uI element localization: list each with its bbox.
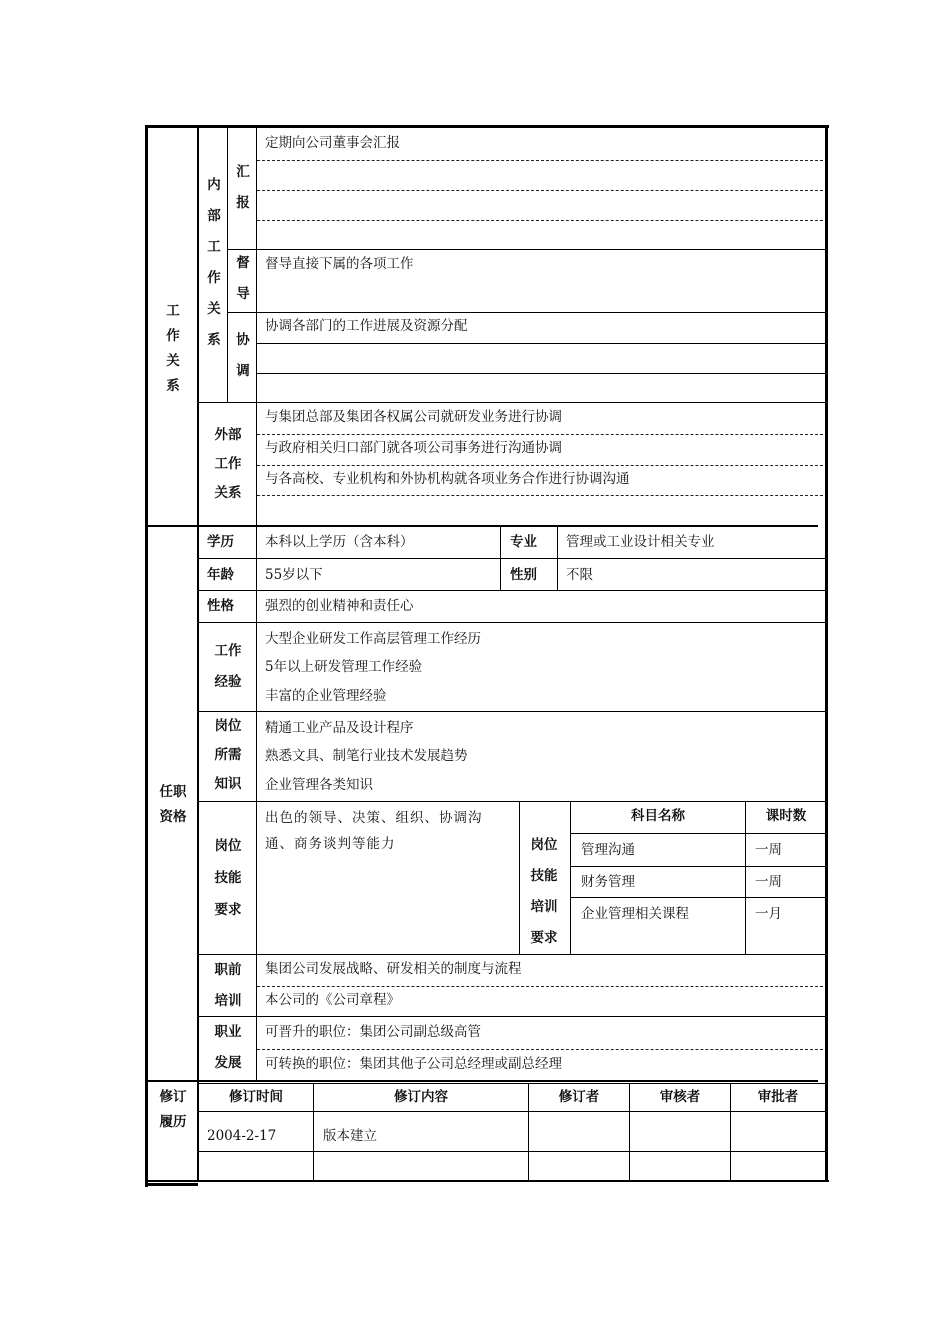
row-knowledge-bottom [199,801,825,802]
coordinate-label: 协调 [236,332,250,379]
career-line-1: 可晋升的职位：集团公司副总级高管 [265,1024,481,1040]
external-dash-3 [257,495,823,496]
external-dash-1 [257,434,823,435]
revision-header-bottom [199,1111,825,1112]
row-age-bottom [199,590,825,591]
external-line-3: 与各高校、专业机构和外协机构就各项业务合作进行协调沟通 [265,471,630,487]
coordinate-sep-1 [257,343,825,344]
col-label-divider [197,128,199,1181]
row-experience-bottom [199,711,825,712]
revision-header-content: 修订内容 [394,1089,448,1105]
row-education-bottom [199,558,825,559]
report-bottom [228,249,825,250]
training-row-1-subject: 管理沟通 [581,842,635,858]
report-dash-3 [257,220,823,221]
revision-row-1-time: 2004-2-17 [207,1128,277,1144]
coordinate-sep-2 [257,373,825,374]
knowledge-line-1: 精通工业产品及设计程序 [265,720,414,736]
major-label: 专业 [510,534,537,550]
section-1-bottom [148,525,818,527]
col-subsection-divider [256,128,257,526]
report-dash-2 [257,190,823,191]
frame-right [825,125,828,1182]
skills-training-divider [519,802,520,955]
revision-header-approver: 审批者 [757,1089,799,1105]
external-line-2: 与政府相关归口部门就各项公司事务进行沟通协调 [265,440,562,456]
knowledge-label: 岗位所需知识 [214,718,242,792]
education-value: 本科以上学历（含本科） [265,534,414,550]
pre-job-label: 职前培训 [214,962,242,1009]
major-value-divider [557,527,558,591]
revision-header-reviewer: 审核者 [659,1089,701,1105]
gender-label: 性别 [510,567,537,583]
training-header-subject: 科目名称 [631,808,685,824]
training-header-hours: 课时数 [765,808,807,824]
internal-bottom [199,402,825,403]
major-value: 管理或工业设计相关专业 [566,534,715,550]
knowledge-line-2: 熟悉文具、制笔行业技术发展趋势 [265,748,468,764]
section-2-bottom [148,1080,818,1082]
training-row-3-hours: 一月 [755,906,782,922]
supervise-bottom [228,312,825,313]
row-pre-job-bottom [199,1016,825,1017]
training-row-2-bottom [571,897,825,898]
frame-bottom [145,1180,829,1182]
supervise-label: 督导 [236,255,250,302]
frame-bottom-left-stub [148,1183,198,1186]
qualifications-label: 任职资格 [159,784,187,825]
coordinate-line-1: 协调各部门的工作进展及资源分配 [265,318,468,334]
skills-label: 岗位技能要求 [214,838,242,918]
experience-line-3: 丰富的企业管理经验 [265,688,387,704]
revision-row-1-content: 版本建立 [323,1128,377,1144]
supervise-line-1: 督导直接下属的各项工作 [265,256,414,272]
external-dash-2 [257,465,823,466]
knowledge-line-3: 企业管理各类知识 [265,777,373,793]
training-row-2-hours: 一周 [755,874,782,890]
experience-label: 工作经验 [214,643,242,690]
pre-job-dash [257,986,823,987]
career-dash [257,1049,823,1050]
external-relations-label: 外部工作关系 [214,427,242,501]
age-value: 55岁以下 [265,567,323,583]
section-2-bottom-b [199,1083,825,1084]
training-label: 岗位技能培训要求 [530,837,558,946]
frame-left [145,125,148,1187]
work-relations-label: 工作关系 [166,303,180,394]
skills-value: 出色的领导、决策、组织、协调沟通、商务谈判等能力 [265,810,483,852]
report-label: 汇报 [236,164,250,211]
revision-row-1-bottom [199,1151,825,1152]
gender-value: 不限 [566,567,593,583]
col-content-divider-2 [256,526,257,1082]
revision-header-time: 修订时间 [229,1089,283,1105]
personality-label: 性格 [207,598,234,614]
report-line-1: 定期向公司董事会汇报 [265,135,400,151]
revision-label: 修订履历 [159,1089,187,1130]
career-label: 职业发展 [214,1024,242,1071]
internal-relations-label: 内部工作关系 [207,177,221,348]
external-line-1: 与集团总部及集团各权属公司就研发业务进行协调 [265,409,562,425]
revision-header-reviser: 修订者 [558,1089,600,1105]
report-dash-1 [257,160,823,161]
col-internal-divider [227,128,228,403]
row-personality-bottom [199,622,825,623]
row-skills-bottom [199,954,825,955]
personality-value: 强烈的创业精神和责任心 [265,598,414,614]
experience-line-2: 5年以上研发管理工作经验 [265,659,423,675]
training-row-1-hours: 一周 [755,842,782,858]
education-label: 学历 [207,534,234,550]
experience-line-1: 大型企业研发工作高层管理工作经历 [265,631,481,647]
age-label: 年龄 [207,567,234,583]
training-row-1-bottom [571,866,825,867]
frame-top [145,125,829,128]
training-row-3-subject: 企业管理相关课程 [581,906,689,922]
training-row-2-subject: 财务管理 [581,874,635,890]
pre-job-line-2: 本公司的《公司章程》 [265,992,400,1008]
pre-job-line-1: 集团公司发展战略、研发相关的制度与流程 [265,961,522,977]
career-line-2: 可转换的职位：集团其他子公司总经理或副总经理 [265,1056,562,1072]
education-major-divider [500,527,501,591]
training-header-bottom [571,833,825,834]
